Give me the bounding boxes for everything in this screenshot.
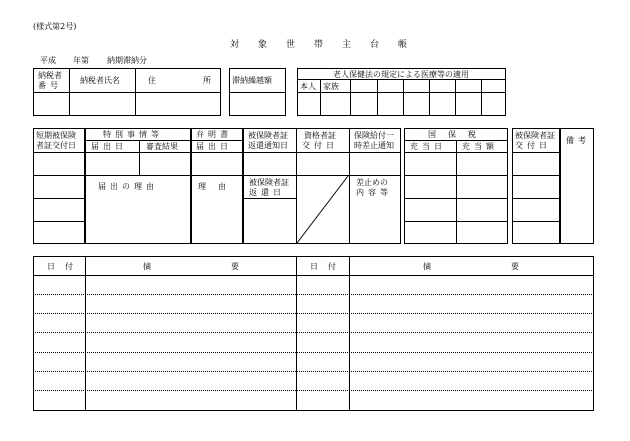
date-header-left: 日付 bbox=[47, 262, 83, 271]
remarks-label: 備考 bbox=[566, 136, 590, 145]
suspension-label-2: 内容等 bbox=[356, 188, 392, 197]
log-row-divider bbox=[33, 313, 594, 314]
filing-date-label: 届出日 bbox=[91, 142, 127, 151]
form-number: (様式第2号) bbox=[33, 22, 77, 31]
insured-cert-label-2: 交付日 bbox=[515, 141, 551, 150]
returned-label-1: 被保険者証 bbox=[249, 178, 289, 187]
address-label-2: 所 bbox=[203, 76, 211, 85]
insured-cert-label-1: 被保険者証 bbox=[515, 131, 555, 140]
return-notice-label-2: 返還通知日 bbox=[248, 141, 288, 150]
elderly-law-label: 老人保健法の規定による医療等の適用 bbox=[333, 70, 469, 79]
date-header-right: 日付 bbox=[310, 262, 346, 271]
subtitle-year: 年第 bbox=[73, 56, 89, 65]
log-row-divider bbox=[33, 332, 594, 333]
address-label-1: 住 bbox=[148, 76, 156, 85]
exp-filing-date-label: 届出日 bbox=[196, 142, 232, 151]
appropriation-amount-label: 充当額 bbox=[462, 142, 498, 151]
diagonal-slash bbox=[296, 175, 349, 244]
short-term-label-2: 者証交付日 bbox=[36, 141, 76, 150]
review-result-label: 審査結果 bbox=[146, 142, 178, 151]
qual-cert-label-1: 資格者証 bbox=[304, 131, 336, 140]
appropriation-date-label: 充当日 bbox=[410, 142, 446, 151]
reason-label: 理由 bbox=[198, 182, 238, 191]
log-row-divider bbox=[33, 371, 594, 372]
returned-label-2: 返還日 bbox=[249, 188, 285, 197]
qual-cert-label-2: 交付日 bbox=[302, 141, 338, 150]
subtitle-heisei: 平成 bbox=[40, 56, 56, 65]
filing-reason-label: 届出の理由 bbox=[98, 182, 158, 191]
self-label: 本人 bbox=[300, 82, 316, 91]
log-row-divider bbox=[33, 352, 594, 353]
nhi-tax-label: 国保税 bbox=[428, 130, 488, 139]
page-title: 対象世帯主台帳 bbox=[230, 40, 427, 50]
log-row-divider bbox=[33, 294, 594, 295]
summary-header-right: 摘要 bbox=[423, 262, 599, 271]
subtitle-period: 納期滞納分 bbox=[107, 56, 147, 65]
taxpayer-no-label-2: 番号 bbox=[38, 81, 62, 90]
suspension-label-1: 差止めの bbox=[356, 178, 388, 187]
short-term-label-1: 短期被保険 bbox=[36, 131, 76, 140]
taxpayer-no-label-1: 納税者 bbox=[38, 71, 62, 80]
special-circ-label: 特別事情等 bbox=[103, 130, 163, 139]
arrears-label: 滞納繰越額 bbox=[232, 76, 272, 85]
log-row-divider bbox=[33, 390, 594, 391]
taxpayer-name-label: 納税者氏名 bbox=[80, 76, 120, 85]
benefit-label-1: 保険給付一 bbox=[354, 131, 394, 140]
family-label: 家族 bbox=[323, 82, 339, 91]
return-notice-label-1: 被保険者証 bbox=[248, 131, 288, 140]
explanation-label: 弁明書 bbox=[196, 130, 232, 139]
benefit-label-2: 時差止通知 bbox=[354, 141, 394, 150]
summary-header-left: 摘要 bbox=[143, 262, 319, 271]
log-table bbox=[33, 256, 594, 411]
